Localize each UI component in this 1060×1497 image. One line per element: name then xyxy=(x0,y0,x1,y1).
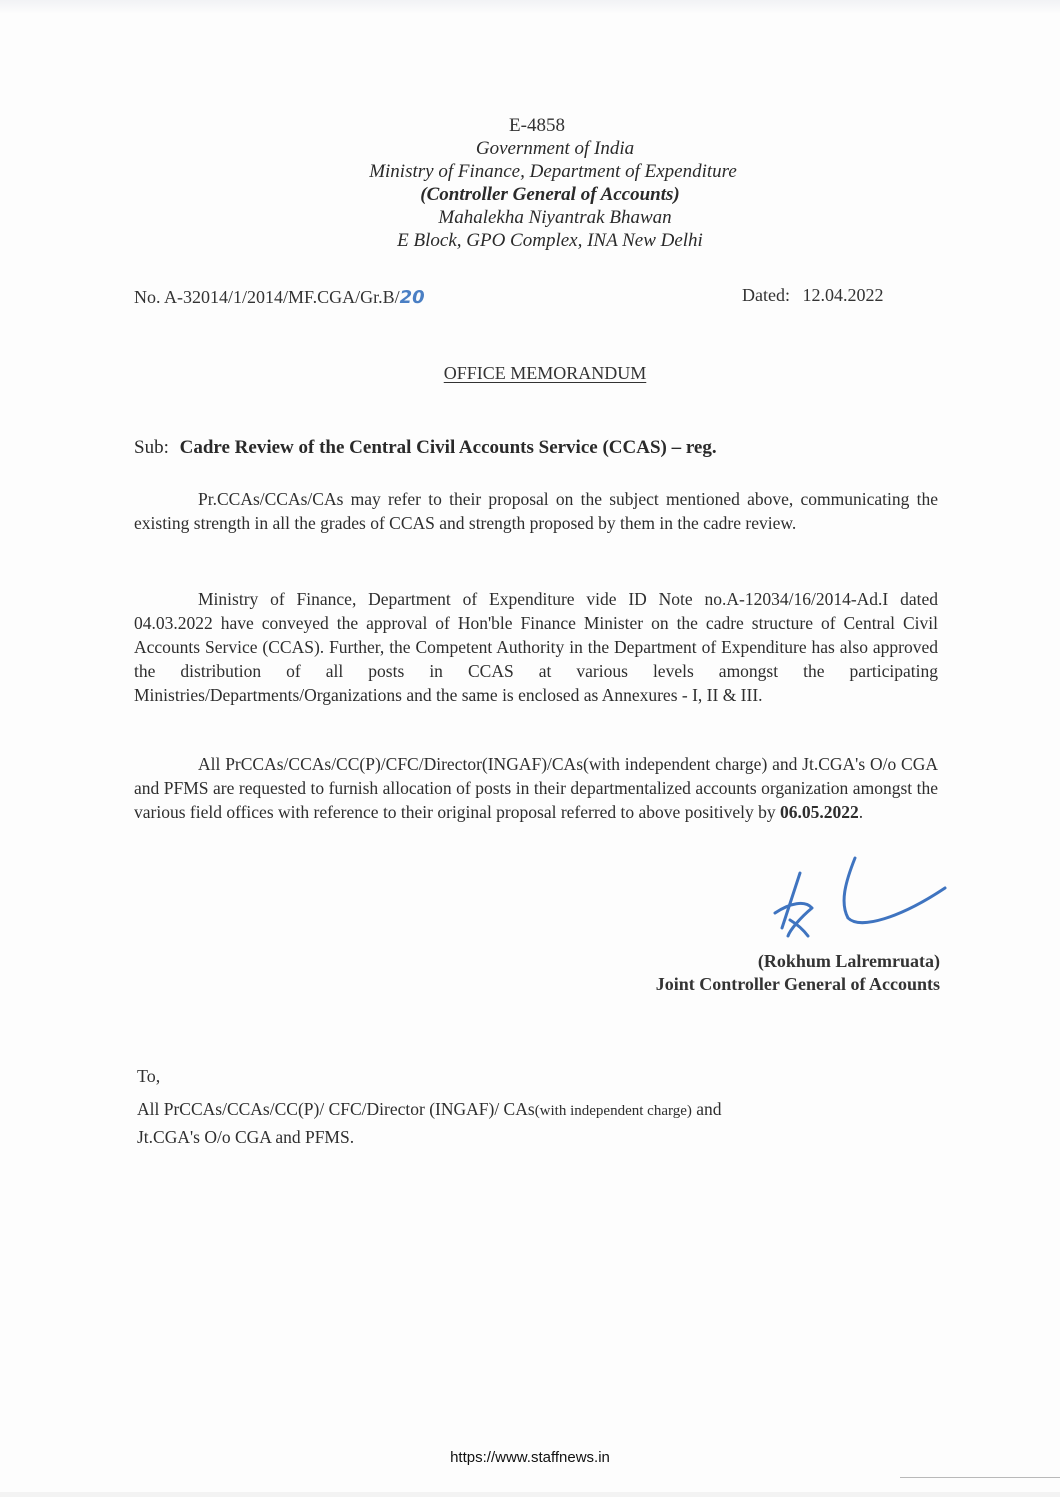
recipient-line-2: Jt.CGA's O/o CGA and PFMS. xyxy=(137,1127,355,1147)
subject-label: Sub: xyxy=(134,437,169,458)
subject-text: Cadre Review of the Central Civil Accounts Service (CCAS) – reg. xyxy=(179,437,717,458)
letterhead-ministry: Ministry of Finance, Department of Expenditure xyxy=(369,161,737,182)
memo-subject xyxy=(134,437,717,459)
paragraph-2-text: Ministry of Finance, Department of Expenditure vide ID Note no.A-12034/16/2014-Ad.I dated 04.03.2022 have conveyed the approval of Hon'ble Finance Minister on the cadre structure of Central Civil Accounts Service (CCAS). Further, the Competent Authority in the Department of Expenditure has also approved the distribution of all posts in CCAS at various levels amongst the participating Ministries/Departments/Organizations and the same is enclosed as Annexures - I, II & III. xyxy=(134,589,938,705)
recipient-line-1: All PrCCAs/CCAs/CC(P)/ CFC/Director (INGAF)/ CAs(with independent charge) and xyxy=(137,1099,722,1119)
letterhead-office: (Controller General of Accounts) xyxy=(420,184,680,205)
scan-edge xyxy=(0,0,1060,14)
recipients-label: To, xyxy=(137,1066,161,1086)
handwritten-number: 20 xyxy=(399,287,425,308)
date-label: Dated: xyxy=(742,285,790,305)
letterhead-building: Mahalekha Niyantrak Bhawan xyxy=(438,207,672,228)
letterhead-address: E Block, GPO Complex, INA New Delhi xyxy=(397,230,703,251)
signature-icon xyxy=(760,848,960,948)
file-reference-code: E-4858 xyxy=(509,115,565,136)
paragraph-2 xyxy=(134,587,938,707)
scan-divider xyxy=(900,1477,1060,1478)
footer-watermark-url: https://www.staffnews.in xyxy=(450,1449,610,1466)
paragraph-1 xyxy=(134,487,938,535)
recipients-list xyxy=(137,1096,897,1150)
paragraph-3: All PrCCAs/CCAs/CC(P)/CFC/Director(INGAF)/CAs(with independent charge) and Jt.CGA's O/o CGA and PFMS are requested to furnish allocation of posts in their departmentalized accounts organization amongst the various field offices with reference to their original proposal referred to above positively by 06.05.2022. xyxy=(134,754,938,822)
letterhead-government: Government of India xyxy=(475,138,635,159)
memo-reference-number xyxy=(134,287,425,308)
scan-edge-bottom xyxy=(0,1492,1060,1497)
paragraph-3-text: All PrCCAs/CCAs/CC(P)/CFC/Director(INGAF)/CAs(with independent charge) and Jt.CGA's O/o CGA and PFMS are requested to furnish allocation of posts in their departmentalized accounts organization amongst the various field offices with reference to their original proposal referred to above positively by xyxy=(134,754,938,822)
paragraph-1-text: Pr.CCAs/CCAs/CAs may refer to their proposal on the subject mentioned above, communicating the existing strength in all the grades of CCAS and strength proposed by them in the cadre review. xyxy=(134,489,938,533)
memo-title: OFFICE MEMORANDUM xyxy=(443,363,647,383)
date-value: 12.04.2022 xyxy=(802,285,884,305)
letterhead xyxy=(0,114,1060,252)
signatory-designation: Joint Controller General of Accounts xyxy=(655,974,940,994)
deadline-date: 06.05.2022 xyxy=(779,802,859,822)
reference-number-text: No. A-32014/1/2014/MF.CGA/Gr.B/ xyxy=(134,287,400,307)
signatory-name: (Rokhum Lalremruata) xyxy=(757,951,940,971)
memo-date xyxy=(742,285,883,306)
